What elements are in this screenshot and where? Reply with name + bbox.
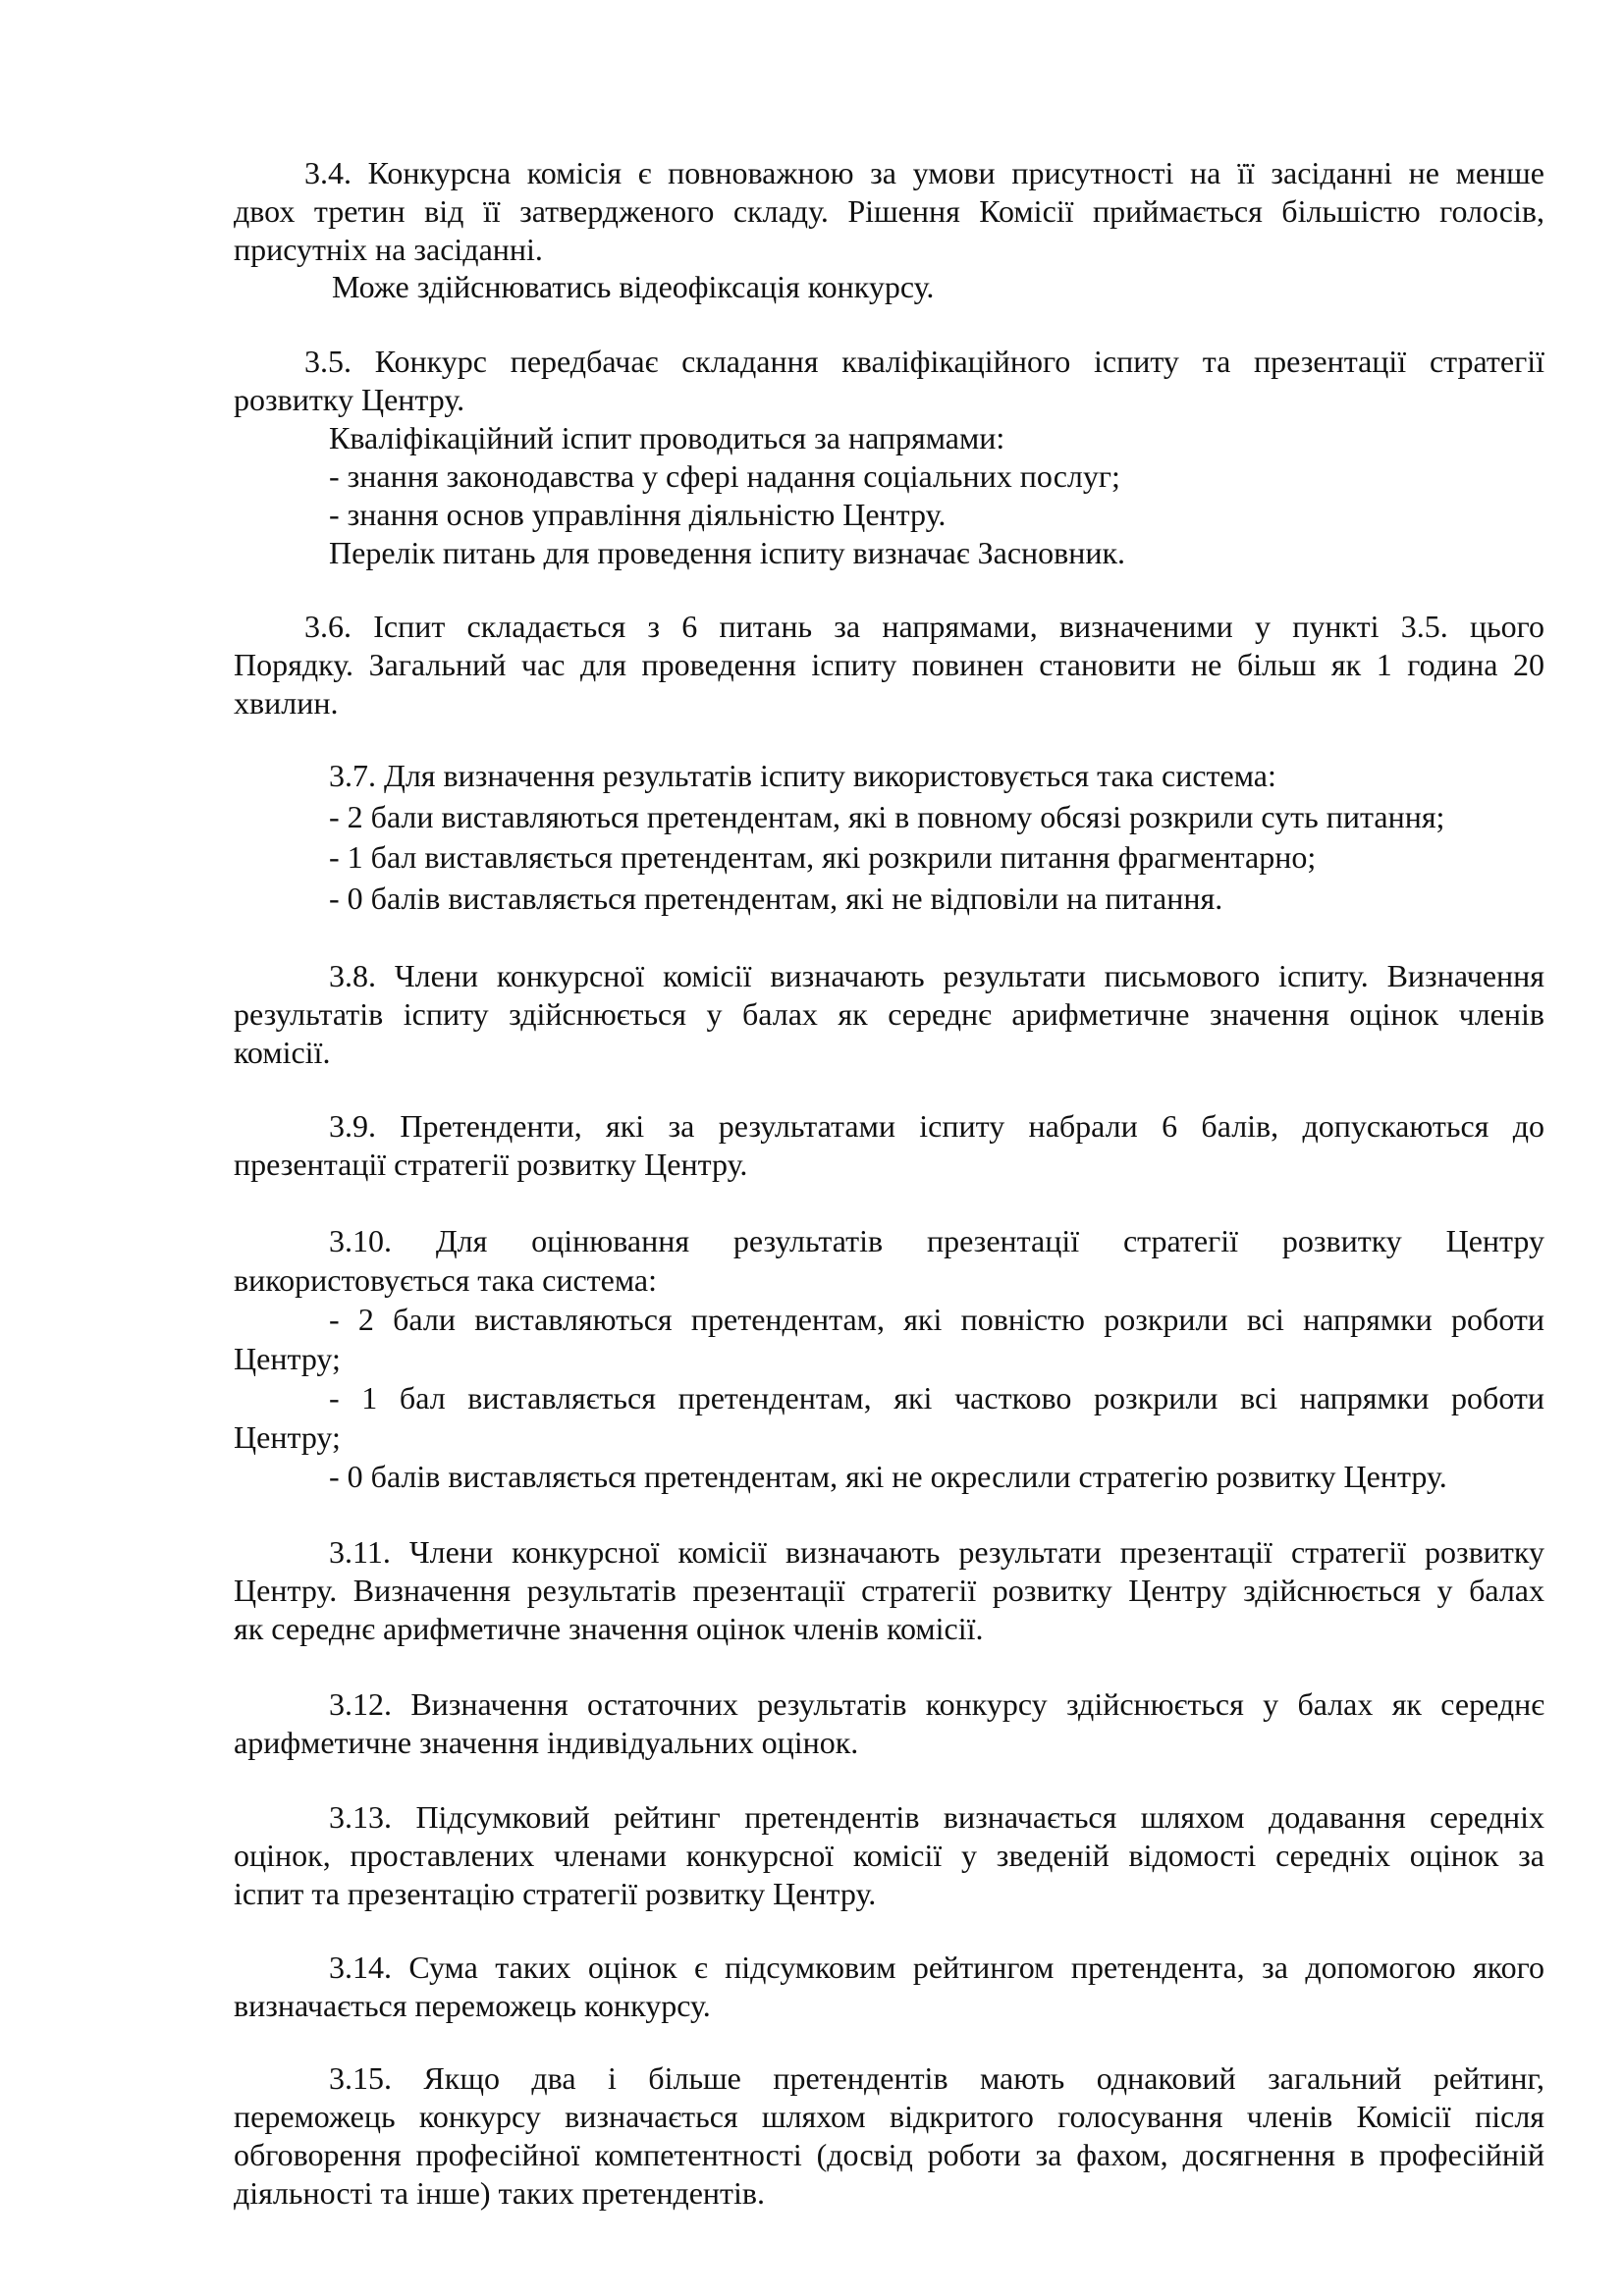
text-line: Центру. Визначення результатів презентації стратегії розвитку Центру здійснюється у балах [234,1573,1544,1608]
text-line: Центру; [234,1419,341,1455]
text-line: - 1 бал виставляється претендентам, які розкрили питання фрагментарно; [329,839,1317,875]
text-line: 3.5. Конкурс передбачає складання кваліфікаційного іспиту та презентації стратегії [304,344,1544,379]
text-line: 3.12. Визначення остаточних результатів конкурсу здійснюється у балах як середнє [329,1686,1544,1722]
text-line: 3.13. Підсумковий рейтинг претендентів визначається шляхом додавання середніх [329,1799,1544,1835]
text-line: - знання законодавства у сфері надання соціальних послуг; [329,458,1120,494]
text-line: 3.6. Іспит складається з 6 питань за напрямами, визначеними у пункті 3.5. цього [304,609,1544,644]
text-line: 3.10. Для оцінювання результатів презентації стратегії розвитку Центру [329,1223,1544,1258]
text-line: як середнє арифметичне значення оцінок членів комісії. [234,1611,984,1646]
text-line: арифметичне значення індивідуальних оцінок. [234,1725,859,1760]
text-line: 3.4. Конкурсна комісія є повноважною за умови присутності на її засіданні не менше [304,155,1544,190]
text-line: 3.9. Претенденти, які за результатами іспиту набрали 6 балів, допускаються до [329,1108,1544,1144]
paragraph-3-15 [234,2059,1544,2213]
text-line: оцінок, проставлених членами конкурсної комісії у зведеній відомості середніх оцінок за [234,1838,1544,1873]
text-line: двох третин від її затвердженого складу. Рішення Комісії приймається більшістю голосів, [234,193,1544,229]
paragraph-3-5 [234,343,1544,572]
paragraph-3-4-note [234,268,1544,306]
text-line: 3.11. Члени конкурсної комісії визначають результати презентації стратегії розвитку [329,1534,1544,1570]
text-line: - 0 балів виставляється претендентам, які не відповіли на питання. [329,880,1223,916]
text-line: діяльності та інше) таких претендентів. [234,2175,766,2211]
paragraph-3-14 [234,1949,1544,2025]
text-line: Центру; [234,1341,341,1376]
text-line: визначається переможець конкурсу. [234,1988,711,2023]
paragraph-3-10 [234,1221,1544,1496]
text-line: - 0 балів виставляється претендентам, які не окреслили стратегію розвитку Центру. [329,1459,1447,1494]
text-line: Кваліфікаційний іспит проводиться за напрямами: [329,420,1005,455]
text-line: - знання основ управління діяльністю Центру. [329,497,947,532]
text-line: Перелік питань для проведення іспиту визначає Засновник. [329,535,1126,570]
text-line: - 1 бал виставляється претендентам, які частково розкрили всі напрямки роботи [329,1380,1544,1415]
text-line: 3.15. Якщо два і більше претендентів мають однаковий загальний рейтинг, [329,2060,1544,2096]
text-line: - 2 бали виставляються претендентам, які в повному обсязі розкрили суть питання; [329,798,1445,834]
text-line: обговорення професійної компетентності (досвід роботи за фахом, досягнення в професійній [234,2137,1544,2172]
text-line: іспит та презентацію стратегії розвитку Центру. [234,1876,877,1911]
paragraph-3-11 [234,1533,1544,1648]
paragraph-3-7 [234,756,1544,919]
text-line: присутніх на засіданні. [234,232,543,267]
paragraph-3-4 [234,154,1544,269]
text-line: 3.8. Члени конкурсної комісії визначають результати письмового іспиту. Визначення [329,958,1544,993]
text-line: Може здійснюватись відеофіксація конкурсу. [332,269,935,304]
paragraph-3-13 [234,1798,1544,1913]
text-line: переможець конкурсу визначається шляхом відкритого голосування членів Комісії після [234,2099,1544,2134]
paragraph-3-12 [234,1685,1544,1762]
text-line: хвилин. [234,685,339,721]
text-line: - 2 бали виставляються претендентам, які повністю розкрили всі напрямки роботи [329,1302,1544,1337]
text-line: комісії. [234,1035,331,1070]
text-line: результатів іспиту здійснюється у балах як середнє арифметичне значення оцінок членів [234,996,1544,1032]
paragraph-3-8 [234,957,1544,1072]
text-line: використовується така система: [234,1262,657,1298]
text-line: презентації стратегії розвитку Центру. [234,1147,748,1182]
paragraph-3-6 [234,608,1544,722]
paragraph-3-9 [234,1107,1544,1184]
text-line: Порядку. Загальний час для проведення іспиту повинен становити не більш як 1 година 20 [234,647,1544,682]
text-line: 3.7. Для визначення результатів іспиту використовується така система: [329,758,1276,793]
text-line: 3.14. Сума таких оцінок є підсумковим рейтингом претендента, за допомогою якого [329,1949,1544,1985]
text-line: розвитку Центру. [234,382,465,417]
